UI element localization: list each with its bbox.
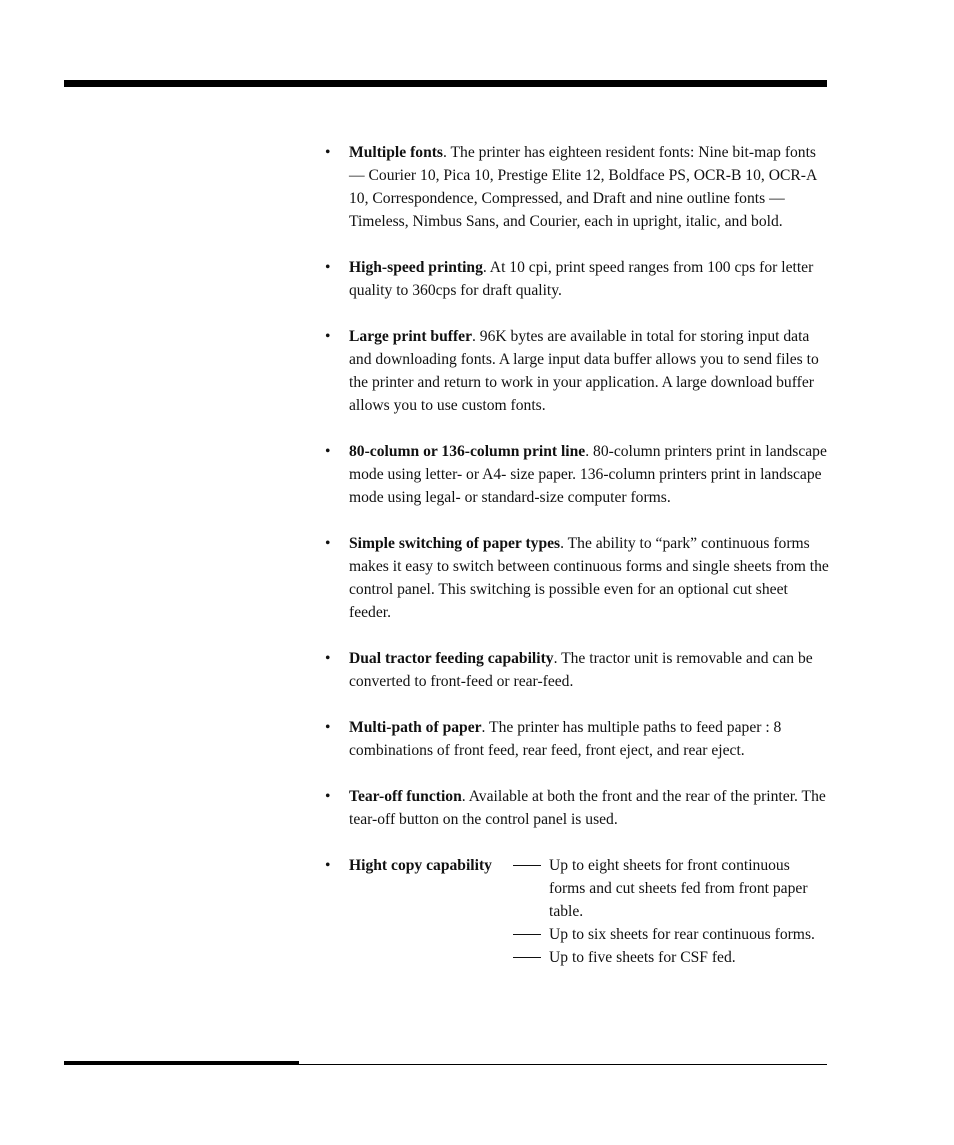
copy-capability-entry <box>513 854 830 923</box>
feature-paragraph <box>349 325 830 417</box>
feature-item-paper-switching <box>325 532 830 624</box>
feature-term: 80-column or 136-column print line <box>349 443 586 460</box>
feature-term: Large print buffer <box>349 328 472 345</box>
feature-paragraph <box>349 785 830 831</box>
dash-line <box>513 934 541 935</box>
feature-item-high-speed-printing <box>325 256 830 302</box>
feature-item-large-print-buffer <box>325 325 830 417</box>
bullet: • <box>325 144 331 161</box>
feature-paragraph <box>349 532 830 624</box>
feature-description: . Available at both the front and the rear of the printer. The tear-off button on the control panel is used. <box>349 788 826 828</box>
copy-capability-entry <box>513 946 830 969</box>
feature-paragraph <box>349 647 830 693</box>
feature-term: Multiple fonts <box>349 144 443 161</box>
feature-term: Simple switching of paper types <box>349 535 561 552</box>
copy-capability-list <box>513 854 830 969</box>
feature-item-multi-path <box>325 716 830 762</box>
dash-line <box>513 957 541 958</box>
footer-rule-thin <box>64 1064 827 1065</box>
bullet: • <box>325 328 331 345</box>
feature-description: . At 10 cpi, print speed ranges from 100 cps for letter quality to 360cps for draft quality. <box>349 259 814 299</box>
feature-description: . The ability to “park” continuous forms makes it easy to switch between continuous forms and single sheets from the control panel. This switching is possible even for an optional cut sheet feeder. <box>349 535 829 621</box>
copy-capability-text: Up to six sheets for rear continuous forms. <box>549 926 815 943</box>
feature-item-print-line <box>325 440 830 509</box>
feature-description: . The printer has eighteen resident fonts: Nine bit-map fonts — Courier 10, Pica 10, Prestige Elite 12, Boldface PS, OCR-B 10, OCR-A 10, Correspondence, Compressed, and Draft and nine outline fonts — Timeless, Nimbus Sans, and Courier, each in upright, italic, and bold. <box>349 144 817 230</box>
copy-capability-entry <box>513 923 830 946</box>
feature-list <box>325 141 830 969</box>
feature-description: . 96K bytes are available in total for storing input data and downloading fonts. A large input data buffer allows you to send files to the printer and return to work in your application. A large download buffer allows you to use custom fonts. <box>349 328 819 414</box>
copy-capability-text: Up to eight sheets for front continuous forms and cut sheets fed from front paper table. <box>549 857 808 920</box>
bullet: • <box>325 719 331 736</box>
feature-paragraph <box>349 440 830 509</box>
feature-item-multiple-fonts <box>325 141 830 233</box>
header-rule <box>64 80 827 87</box>
feature-description: . 80-column printers print in landscape mode using letter- or A4- size paper. 136-column printers print in landscape mode using legal- or standard-size computer forms. <box>349 443 827 506</box>
bullet: • <box>325 650 331 667</box>
feature-term: Multi-path of paper <box>349 719 482 736</box>
copy-capability-text: Up to five sheets for CSF fed. <box>549 949 736 966</box>
bullet: • <box>325 857 331 874</box>
feature-term: Dual tractor feeding capability <box>349 650 554 667</box>
bullet: • <box>325 788 331 805</box>
feature-paragraph <box>349 716 830 762</box>
feature-description: . The tractor unit is removable and can be converted to front-feed or rear-feed. <box>349 650 813 690</box>
feature-item-tear-off <box>325 785 830 831</box>
feature-item-dual-tractor <box>325 647 830 693</box>
feature-description: . The printer has multiple paths to feed paper : 8 combinations of front feed, rear feed, front eject, and rear eject. <box>349 719 782 759</box>
feature-term: High-speed printing <box>349 259 483 276</box>
bullet: • <box>325 259 331 276</box>
bullet: • <box>325 443 331 460</box>
feature-paragraph <box>349 256 830 302</box>
feature-term: Hight copy capability <box>349 857 492 874</box>
bullet: • <box>325 535 331 552</box>
feature-paragraph <box>349 141 830 233</box>
feature-item-copy-capability <box>325 854 830 969</box>
feature-term: Tear-off function <box>349 788 462 805</box>
dash-line <box>513 865 541 866</box>
